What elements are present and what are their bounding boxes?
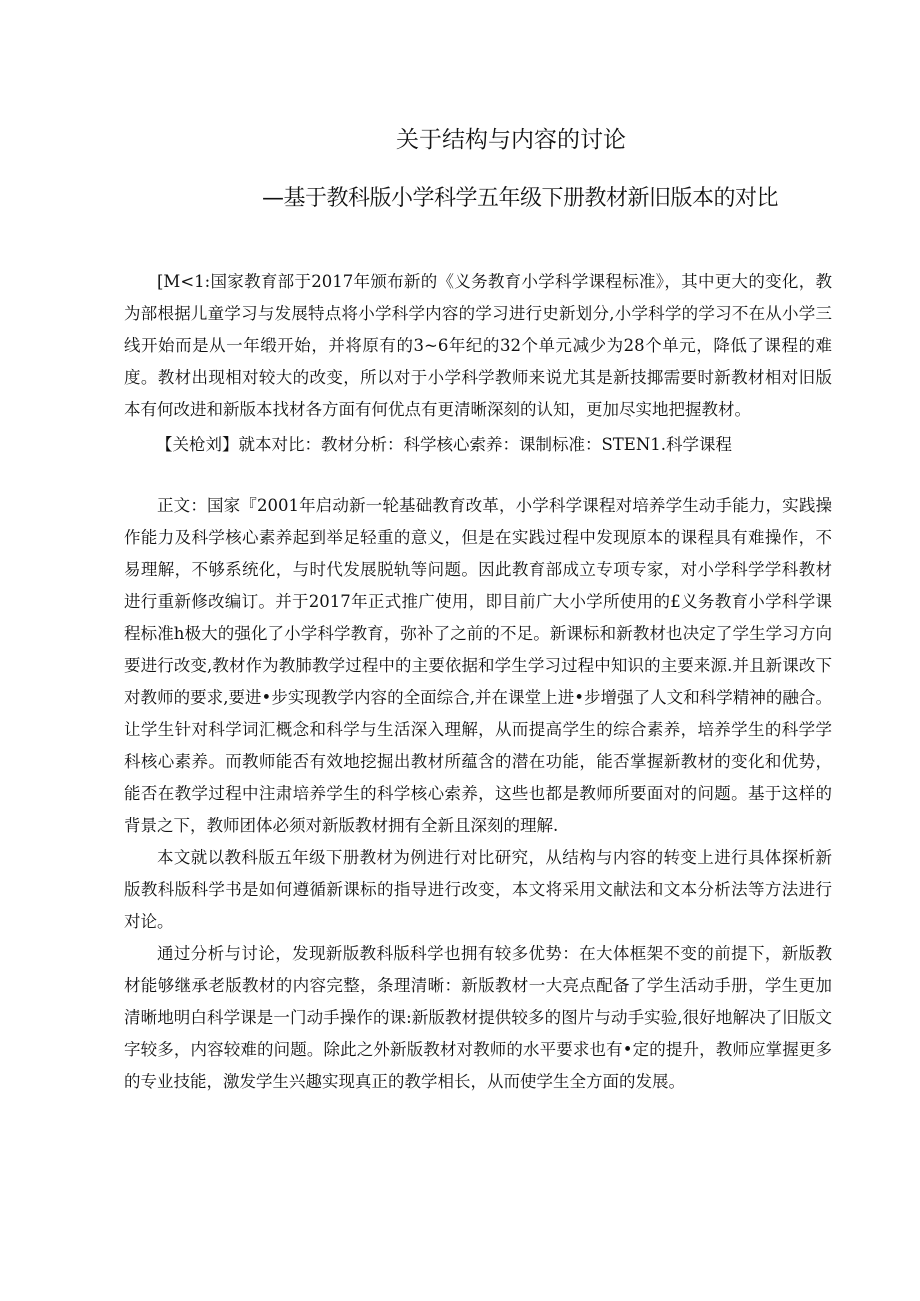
page-subtitle: —基于教科版小学科学五年级下册教材新旧版本的对比 <box>262 186 779 211</box>
body-paragraph-3: 通过分析与讨论，发现新版教科版科学也拥有较多优势：在大体框架不变的前提下，新版教材能够继承老版教材的内容完整，条理清晰：新版教材一大亮点配备了学生活动手册，学生更加清晰地明白科学课是一门动手操作的课:新版教材提供较多的图片与动手实验,很好地解决了旧版文字较多，内容较难的问题。除此之外新版教材对教师的水平要求也有•定的提升，教师应掌握更多的专业技能，激发学生兴趣实现真正的教学相长，从而使学生全方面的发展。 <box>124 944 832 1091</box>
body-section <box>124 490 832 1098</box>
body-paragraph-1: 正文：国家『2001年启动新一轮基础教育改革，小学科学课程对培养学生动手能力，实践操作能力及科学核心素养起到举足轻重的意义，但是在实践过程中发现原本的课程具有难操作，不易理解，不够系统化，与时代发展脱轨等问题。因此教育部成立专项专家，对小学科学学科教材进行重新修改编订。并于2017年正式推广使用，即目前广大小学所使用的£义务教育小学科学课程标准h极大的强化了小学科学教育，弥补了之前的不足。新课标和新教材也决定了学生学习方向要进行改变,教材作为教肺教学过程中的主要依据和学生学习过程中知识的主要来源.并且新课改下对教师的要求,要进•步实现教学内容的全面综合,并在课堂上进•步增强了人文和科学精神的融合。让学生针对科学词汇概念和科学与生活深入理解，从而提高学生的综合素养，培养学生的科学学科核心素养。而教师能否有效地挖掘出教材所蕴含的潜在功能，能否掌握新教材的变化和优势，能否在教学过程中注肃培养学生的科学核心索养，这些也都是教师所要面对的问题。基于这样的背景之下，教师团体必须对新版教材拥有全新且深刻的理解. <box>124 496 832 835</box>
abstract-section <box>124 266 832 426</box>
page-title: 关于结构与内容的讨论 <box>396 127 626 153</box>
keywords-line: 【关枪刘】就本对比：教材分析：科学核心索养：课制标准：STEN1.科学课程 <box>156 435 733 454</box>
body-paragraph-2: 本文就以教科版五年级下册教材为例进行对比研究，从结构与内容的转变上进行具体探析新版教科版科学书是如何遵循新课标的指导进行改变，本文将采用文献法和文本分析法等方法进行对论。 <box>124 848 832 931</box>
abstract-paragraph: [M<1:国家教育部于2017年颁布新的《义务教育小学科学课程标准》，其中更大的变化，教为部根据儿童学习与发展特点将小学科学内容的学习进行史新划分,小学科学的学习不在从小学三线开始而是从一年缎开始，并将原有的3~6年纪的32个单元减少为28个单元，降低了课程的难度。教材出现相对较大的改变，所以对于小学科学教师来说尤其是新技揶需要时新教材相对旧版本有何改进和新版本找材各方面有何优点有更清晰深刻的认知，更加尽实地把握教材。 <box>124 272 832 419</box>
